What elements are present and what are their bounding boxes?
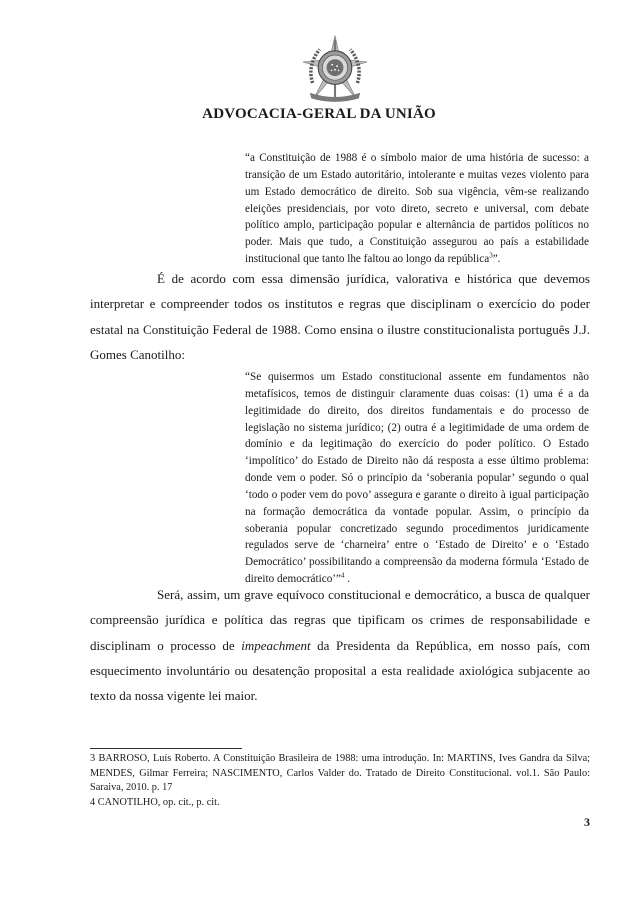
quote-close: . — [344, 573, 351, 586]
footnote-4 — [90, 796, 590, 811]
brazil-coat-of-arms-icon — [300, 34, 370, 104]
footnote-separator — [90, 748, 242, 749]
footnote-ref-3[interactable]: 3 — [489, 251, 493, 260]
page-number: 3 — [584, 815, 590, 829]
block-quote-canotilho — [245, 369, 589, 588]
block-quote-barroso — [245, 150, 589, 268]
footnote-text: CANOTILHO, op. cit., p. cit. — [95, 796, 220, 808]
footnote-text: BARROSO, Luís Roberto. A Constituição Brasileira de 1988: uma introdução. In: MARTINS, Ives Gandra da Silva; MENDES, Gilmar Ferreira; NASCIMENTO, Carlos Valder do. Tratado de Direito Constitucional. vol.1. São Paulo: Saraiva, 2010. p. 17 — [90, 753, 590, 793]
quote-close: ”. — [492, 253, 501, 266]
paragraph-text: da Presidenta da República, em nosso país, com esquecimento involuntário ou desatenção proposital a esta realidade axiológica subjacente ao texto da nossa vigente lei maior. — [90, 637, 590, 704]
italic-term: impeachment — [241, 637, 311, 653]
footnote-number: 4 — [90, 796, 96, 808]
agency-header-title: ADVOCACIA-GERAL DA UNIÃO — [202, 106, 436, 122]
footnote-number: 3 — [90, 753, 96, 764]
body-paragraph-2 — [90, 582, 590, 708]
footnotes — [90, 752, 590, 810]
paragraph-text: Será, assim, um grave equívoco constitucional e democrático, a busca de qualquer compreensão jurídica e política das regras que tipificam os crimes de responsabilidade e disciplinam o processo de — [90, 587, 590, 653]
footnote-3 — [90, 752, 590, 796]
quote-text: “Se quisermos um Estado constitucional assente em fundamentos não metafísicos, temos de distinguir claramente duas coisas: (1) uma é a da legitimidade do direito, dos direitos fundamentais e do processo de legislação no sistema jurídico; (2) outra é a legitimidade de uma ordem de domínio e da legitimação do exercício do poder político. O Estado ‘impolítico’ do Estado de Direito não dá resposta a esse último problema: donde vem o poder. Só o princípio da ‘soberania popular’ segundo o qual ‘todo o poder vem do povo’ assegura e garante o direito à igual participação na formação democrática da vontade popular. Assim, o princípio da soberania popular concretizado segundo procedimentos juridicamente regulados serve de ‘charneira’ entre o ‘Estado de Direito’ e o ‘Estado Democrático’ possibilitando a compreensão da moderna fórmula ‘Estado de direito democrático’” — [245, 371, 589, 586]
body-paragraph-1: É de acordo com essa dimensão jurídica, valorativa e histórica que devemos interpretar e compreender todos os institutos e regras que disciplinam o exercício do poder estatal na Constituição Federal de 1988. Como ensina o ilustre constitucionalista português J.J. Gomes Canotilho: — [90, 271, 590, 362]
quote-text: “a Constituição de 1988 é o símbolo maior de uma história de sucesso: a transição de um Estado autoritário, intolerante e muitas vezes violento para um Estado democrático de direito. Sob sua vigência, vêm-se realizando eleições presidenciais, por voto direto, secreto e universal, com debate político amplo, participação popular e alternância de partidos políticos no poder. Mais que tudo, a Constituição assegurou ao país a estabilidade institucional que tanto lhe faltou ao longo da república — [245, 152, 589, 266]
footnote-ref-4[interactable]: 4 — [340, 571, 345, 580]
